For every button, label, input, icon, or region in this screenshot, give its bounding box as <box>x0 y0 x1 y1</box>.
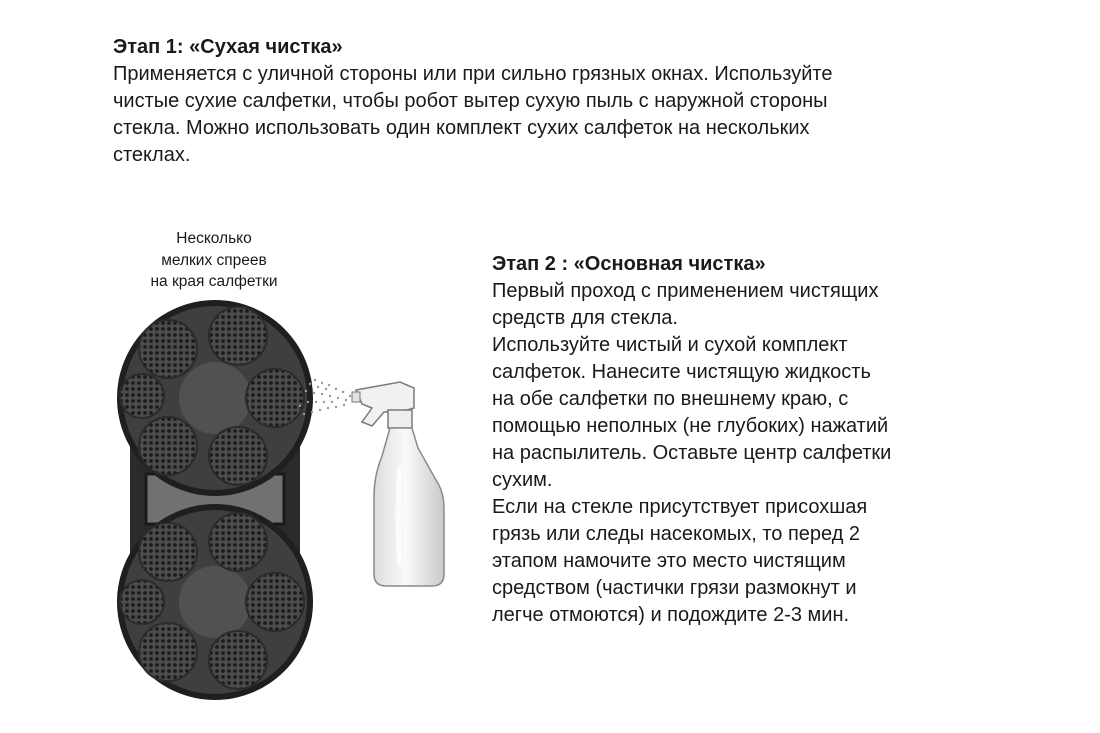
stage2-paragraph-3: Если на стекле присутствует присохшая грязь или следы насекомых, то перед 2 этапом намочите это место чистящим средством (частички грязи размокнут и легче отмоются) и подождите 2-3 мин. <box>492 496 868 626</box>
robot-pads-illustration <box>100 296 460 716</box>
stage2-paragraph-2: Используйте чистый и сухой комплект салфеток. Нанесите чистящую жидкость на обе салфетки по внешнему краю, с помощью неполных (не глубоких) нажатий на распылитель. Оставьте центр салфетки сухим. <box>492 334 892 491</box>
stage2-paragraph-1: Первый проход с применением чистящих средств для стекла. <box>492 280 879 329</box>
stage2-section <box>492 251 1012 629</box>
top-cleaning-pad <box>117 300 313 496</box>
bottom-cleaning-pad <box>117 504 313 700</box>
spray-bottle-icon <box>352 382 444 586</box>
stage1-title: Этап 1: «Сухая чистка» <box>113 36 343 58</box>
illustration-caption: Несколько мелких спреев на края салфетки <box>150 230 278 290</box>
stage1-body: Применяется с уличной стороны или при сильно грязных окнах. Используйте чистые сухие салфетки, чтобы робот вытер сухую пыль с наружной стороны стекла. Можно использовать один комплект сухих салфеток на нескольких стеклах. <box>113 63 833 166</box>
stage1-section <box>113 34 1013 169</box>
stage2-title: Этап 2 : «Основная чистка» <box>492 253 766 275</box>
